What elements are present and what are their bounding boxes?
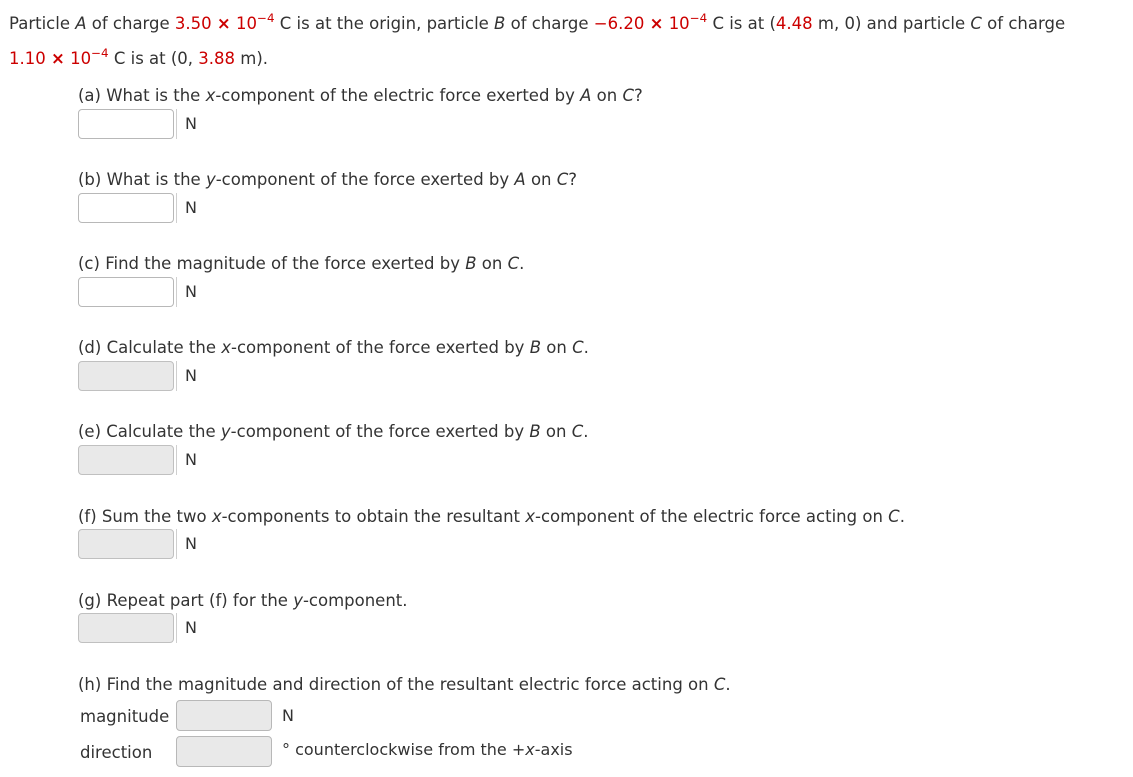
question-h: (h) Find the magnitude and direction of the resultant electric force acting on C. [78, 675, 731, 694]
particle-b-label: B [494, 14, 506, 33]
answer-g-input[interactable] [78, 613, 174, 643]
unit-g: N [176, 613, 197, 643]
particle-a-label: A [75, 14, 87, 33]
unit-a: N [176, 109, 197, 139]
answer-c-input[interactable] [78, 277, 174, 307]
problem-statement [9, 6, 1129, 76]
question-c: (c) Find the magnitude of the force exerted by B on C. [78, 254, 525, 273]
intro-text: C is at (0, [108, 49, 199, 68]
unit-e: N [176, 445, 197, 475]
intro-text: of charge [981, 14, 1066, 33]
unit-d: N [176, 361, 197, 391]
position-b-x: 4.48 [775, 14, 813, 33]
question-e: (e) Calculate the y-component of the force exerted by B on C. [78, 422, 589, 441]
charge-c-value: $1.10 \times 10^{-4}$ [9, 46, 109, 68]
answer-d-input[interactable] [78, 361, 174, 391]
intro-text: C is at the origin, particle [274, 14, 495, 33]
direction-input[interactable] [176, 736, 272, 767]
magnitude-input[interactable] [176, 700, 272, 731]
question-f: (f) Sum the two x-components to obtain the resultant x-component of the electric force acting on C. [78, 507, 905, 526]
unit-c: N [176, 277, 197, 307]
intro-text: C is at ( [707, 14, 776, 33]
answer-a-input[interactable] [78, 109, 174, 139]
magnitude-label: magnitude [80, 707, 170, 726]
magnitude-unit: N [282, 706, 294, 725]
question-d: (d) Calculate the x-component of the force exerted by B on C. [78, 338, 589, 357]
intro-text: m). [235, 49, 269, 68]
unit-b: N [176, 193, 197, 223]
answer-f-input[interactable] [78, 529, 174, 559]
question-b: (b) What is the y-component of the force exerted by A on C? [78, 170, 578, 189]
intro-text: of charge [86, 14, 175, 33]
particle-c-label: C [970, 14, 982, 33]
direction-unit: ° counterclockwise from the +x-axis [282, 740, 573, 759]
question-a: (a) What is the x-component of the electric force exerted by A on C? [78, 86, 643, 105]
intro-text: Particle [9, 14, 76, 33]
direction-label: direction [80, 743, 153, 762]
intro-text: of charge [505, 14, 594, 33]
answer-b-input[interactable] [78, 193, 174, 223]
charge-b-value: $-6.20 \times 10^{-4}$ [593, 11, 708, 33]
charge-a-value: $3.50 \times 10^{-4}$ [174, 11, 275, 33]
answer-e-input[interactable] [78, 445, 174, 475]
question-g: (g) Repeat part (f) for the y-component. [78, 591, 408, 610]
intro-text: m, 0) and particle [812, 14, 971, 33]
position-c-y: 3.88 [198, 49, 236, 68]
unit-f: N [176, 529, 197, 559]
